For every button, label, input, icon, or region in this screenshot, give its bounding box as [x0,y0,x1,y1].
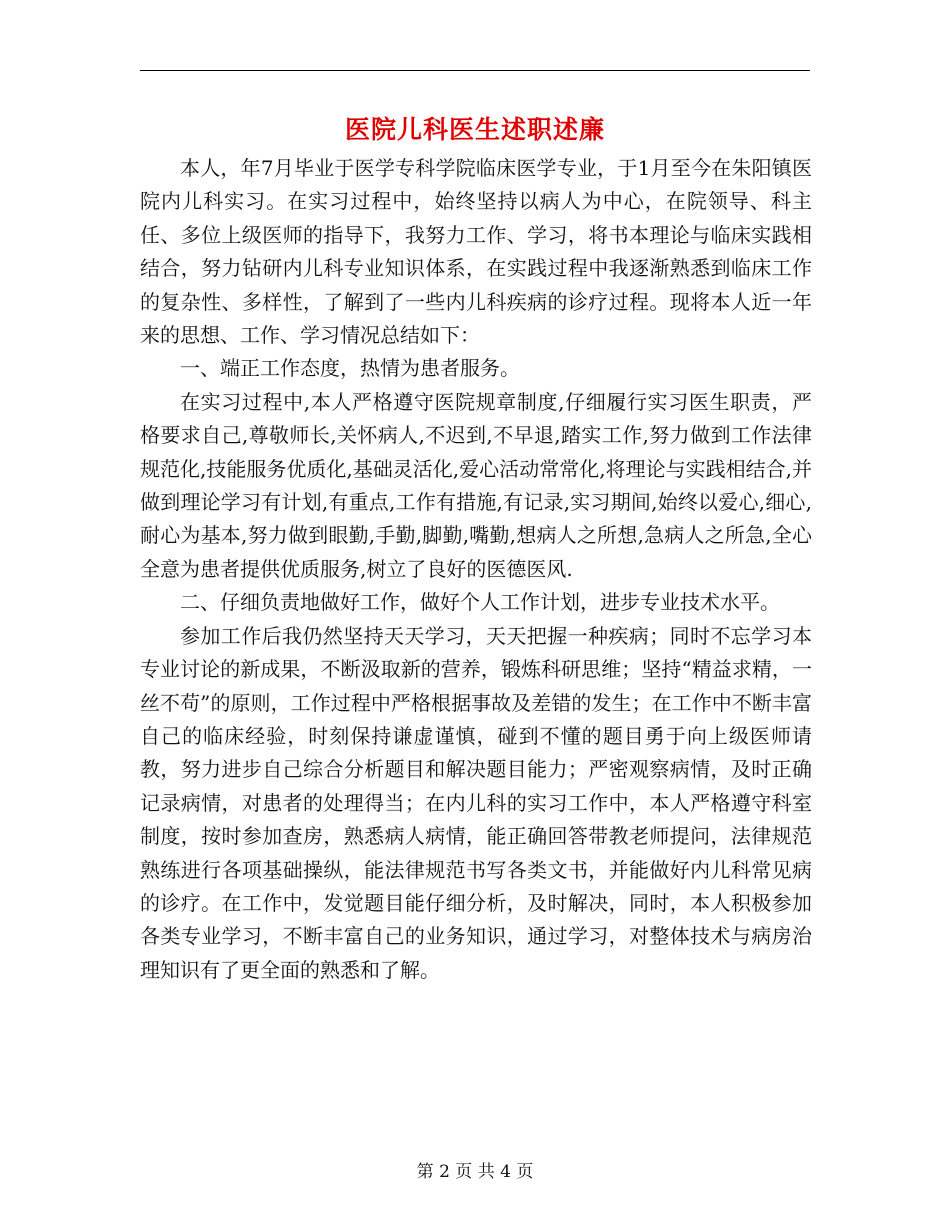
document-title: 医院儿科医生述职述廉 [344,115,605,144]
paragraph-intro: 本人，年7月毕业于医学专科学院临床医学专业，于1月至今在朱阳镇医院内儿科实习。在实习过程中，始终坚持以病人为中心，在院领导、科主任、多位上级医师的指导下，我努力工作、学习，将书本理论与临床实践相结合，努力钻研内儿科专业知识体系，在实践过程中我逐渐熟悉到临床工作的复杂性、多样性，了解到了一些内儿科疾病的诊疗过程。现将本人近一年来的思想、工作、学习情况总结如下： [140,156,812,348]
page-number-footer: 第 2 页 共 4 页 [416,1162,534,1182]
header-rule [140,70,810,71]
document-body [140,152,812,987]
section-heading-1: 一、端正工作态度，热情为患者服务。 [180,356,520,381]
paragraph-section-2: 参加工作后我仍然坚持天天学习，天天把握一种疾病；同时不忘学习本专业讨论的新成果，不断汲取新的营养，锻炼科研思维；坚持“精益求精，一丝不苟”的原则，工作过程中严格根据事故及差错的发生；在工作中不断丰富自己的临床经验，时刻保持谦虚谨慎，碰到不懂的题目勇于向上级医师请教，努力进步自己综合分析题目和解决题目能力；严密观察病情，及时正确记录病情，对患者的处理得当；在内儿科的实习工作中，本人严格遵守科室制度，按时参加查房，熟悉病人病情，能正确回答带教老师提问，法律规范熟练进行各项基础操纵，能法律规范书写各类文书，并能做好内儿科常见病的诊疗。在工作中，发觉题目能仔细分析，及时解决，同时，本人积极参加各类专业学习，不断丰富自己的业务知识，通过学习，对整体技术与病房治理知识有了更全面的熟悉和了解。 [140,623,812,982]
section-heading-2: 二、仔细负责地做好工作，做好个人工作计划，进步专业技术水平。 [180,590,780,615]
paragraph-section-1: 在实习过程中,本人严格遵守医院规章制度,仔细履行实习医生职责，严格要求自己,尊敬师长,关怀病人,不迟到,不早退,踏实工作,努力做到工作法律规范化,技能服务优质化,基础灵活化,爱心活动常常化,将理论与实践相结合,并做到理论学习有计划,有重点,工作有措施,有记录,实习期间,始终以爱心,细心,耐心为基本,努力做到眼勤,手勤,脚勤,嘴勤,想病人之所想,急病人之所急,全心全意为患者提供优质服务,树立了良好的医德医风. [140,389,812,581]
